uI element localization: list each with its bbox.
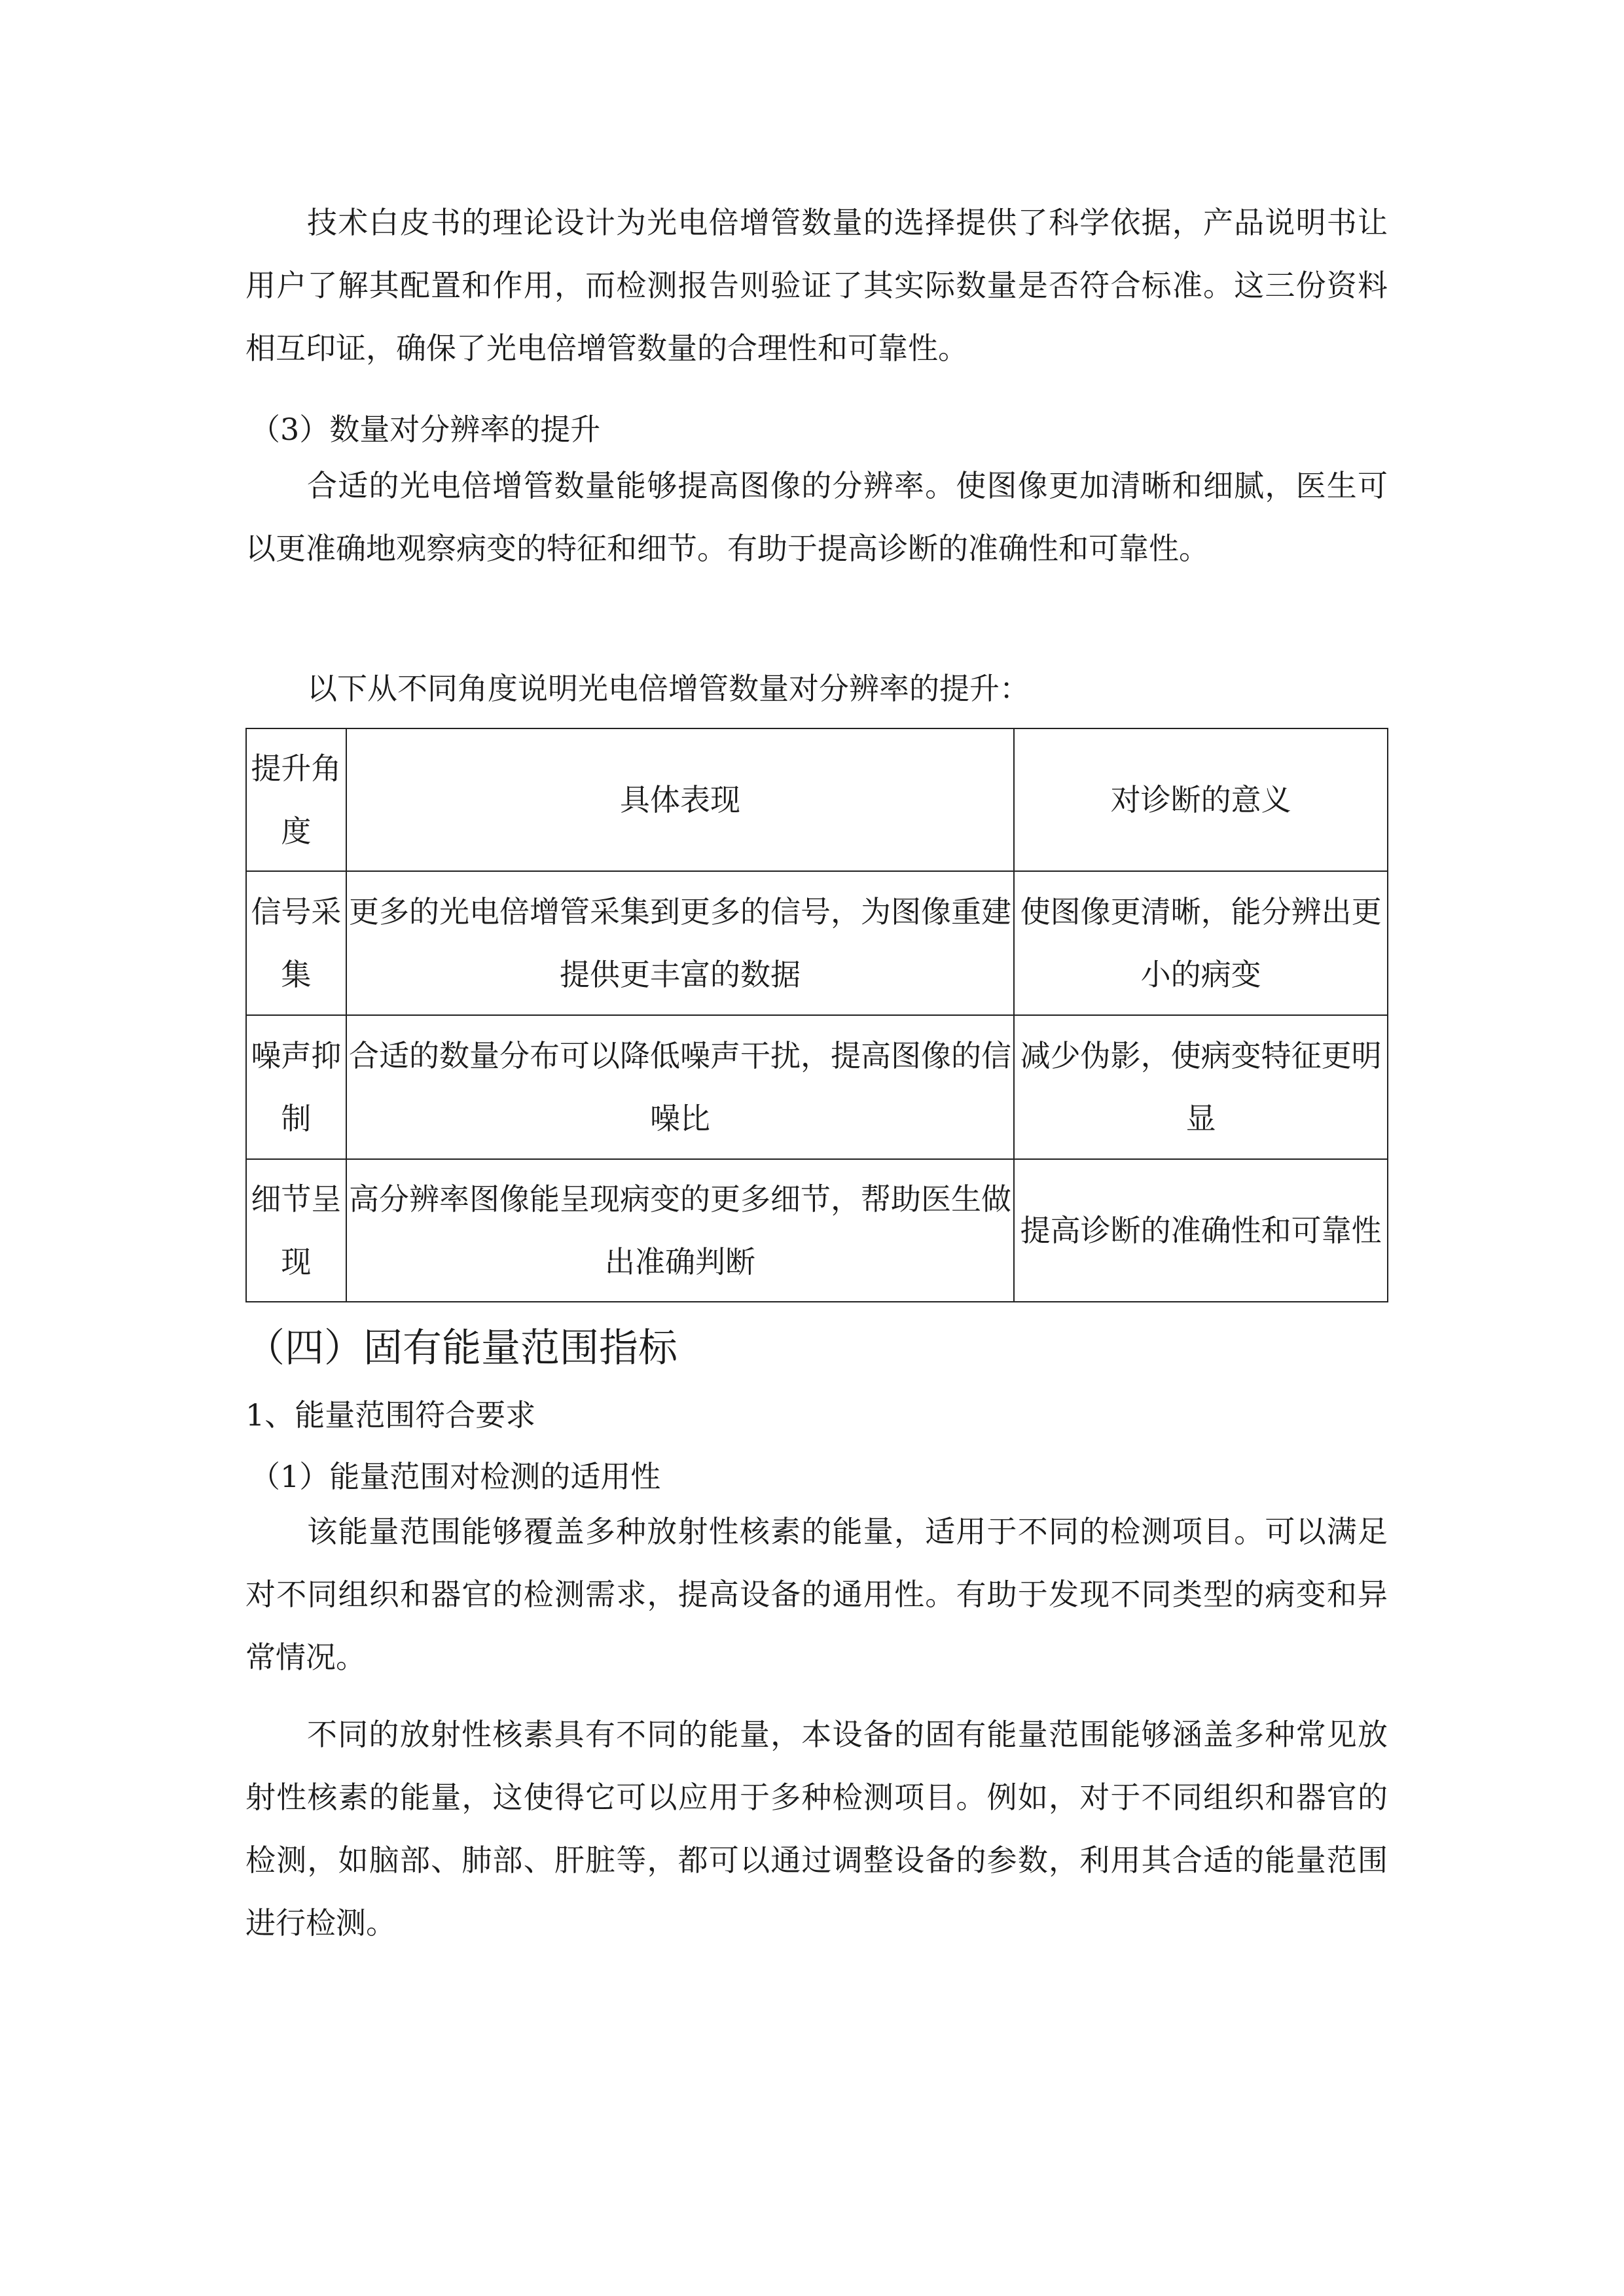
row-meaning: 减少伪影，使病变特征更明显 xyxy=(1014,1015,1388,1159)
resolution-table xyxy=(245,728,1388,1302)
table-header-row xyxy=(246,728,1388,871)
section3-paragraph: 合适的光电倍增管数量能够提高图像的分辨率。使图像更加清晰和细腻，医生可以更准确地观察病变的特征和细节。有助于提高诊断的准确性和可靠性。 xyxy=(245,468,1388,566)
energy-paragraph-1: 该能量范围能够覆盖多种放射性核素的能量，适用于不同的检测项目。可以满足对不同组织和器官的检测需求，提高设备的通用性。有助于发现不同类型的病变和异常情况。 xyxy=(245,1514,1388,1675)
row-angle: 细节呈现 xyxy=(246,1159,346,1302)
row-detail: 更多的光电倍增管采集到更多的信号，为图像重建提供更丰富的数据 xyxy=(346,871,1015,1015)
header-meaning: 对诊断的意义 xyxy=(1014,728,1388,871)
header-angle: 提升角度 xyxy=(246,728,346,871)
sub1-heading: 1、能量范围符合要求 xyxy=(245,1397,536,1433)
row-meaning: 使图像更清晰，能分辨出更小的病变 xyxy=(1014,871,1388,1015)
header-detail: 具体表现 xyxy=(346,728,1015,871)
sub1-1-heading: （1）能量范围对检测的适用性 xyxy=(250,1459,661,1494)
table-row xyxy=(246,871,1388,1015)
intro-paragraph: 技术白皮书的理论设计为光电倍增管数量的选择提供了科学依据，产品说明书让用户了解其配置和作用，而检测报告则验证了其实际数量是否符合标准。这三份资料相互印证，确保了光电倍增管数量的合理性和可靠性。 xyxy=(245,205,1388,366)
row-detail: 合适的数量分布可以降低噪声干扰，提高图像的信噪比 xyxy=(346,1015,1015,1159)
table-row xyxy=(246,1015,1388,1159)
table-intro: 以下从不同角度说明光电倍增管数量对分辨率的提升： xyxy=(307,671,1030,706)
row-detail: 高分辨率图像能呈现病变的更多细节，帮助医生做出准确判断 xyxy=(346,1159,1015,1302)
energy-paragraph-2: 不同的放射性核素具有不同的能量，本设备的固有能量范围能够涵盖多种常见放射性核素的能量，这使得它可以应用于多种检测项目。例如，对于不同组织和器官的检测，如脑部、肺部、肝脏等，都可以通过调整设备的参数，利用其合适的能量范围进行检测。 xyxy=(245,1717,1388,1941)
row-angle: 信号采集 xyxy=(246,871,346,1015)
table-row xyxy=(246,1159,1388,1302)
chapter4-heading: （四）固有能量范围指标 xyxy=(245,1325,677,1371)
section3-heading: （3）数量对分辨率的提升 xyxy=(250,412,601,447)
row-meaning: 提高诊断的准确性和可靠性 xyxy=(1014,1159,1388,1302)
row-angle: 噪声抑制 xyxy=(246,1015,346,1159)
